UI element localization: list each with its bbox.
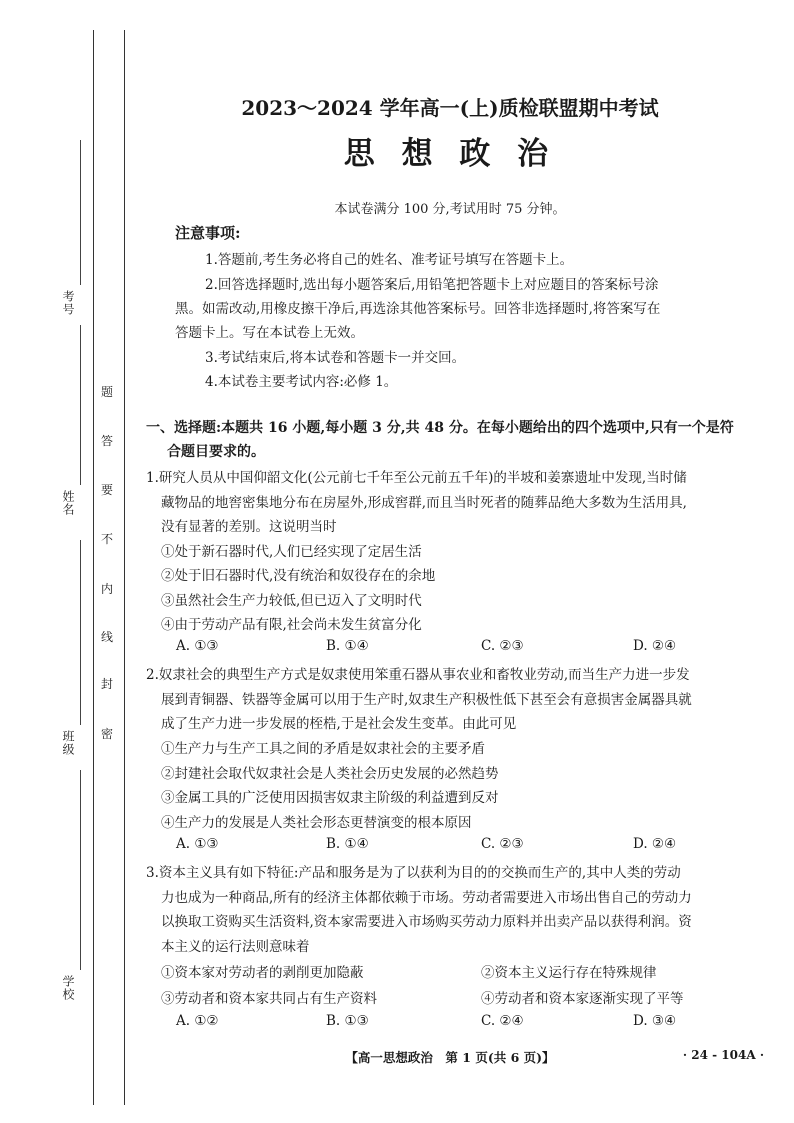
- option-a[interactable]: A. ①②: [176, 1013, 219, 1029]
- subject-title: 思 想 政 治: [343, 136, 557, 172]
- option-b[interactable]: B. ①③: [326, 1013, 369, 1029]
- question-1-statement: ④由于劳动产品有限,社会尚未发生贫富分化: [161, 617, 422, 633]
- seal-char-7: 答: [101, 434, 114, 448]
- binding-line-inner: [124, 30, 125, 1105]
- question-3-statement: ④劳动者和资本家逐渐实现了平等: [481, 991, 684, 1007]
- question-1-stem: 没有显著的差别。这说明当时: [161, 519, 337, 535]
- section-heading: 一、选择题:本题共 16 小题,每小题 3 分,共 48 分。在每小题给出的四个选项中,只有一个是符: [146, 420, 734, 436]
- question-1-stem: 藏物品的地窖密集地分布在房屋外,形成窖群,而且当时死者的随葬品绝大多数为生活用具,: [161, 495, 687, 511]
- page-footer: 【高一思想政治 第 1 页(共 6 页)】: [345, 1050, 555, 1065]
- option-d[interactable]: D. ③④: [633, 1013, 677, 1029]
- option-d[interactable]: D. ②④: [633, 638, 677, 654]
- question-3-statement: ③劳动者和资本家共同占有生产资料: [161, 991, 377, 1007]
- option-d[interactable]: D. ②④: [633, 836, 677, 852]
- name-line: [80, 325, 81, 485]
- question-2-statement: ③金属工具的广泛使用因损害奴隶主阶级的利益遭到反对: [161, 790, 499, 806]
- question-1-statement: ③虽然社会生产力较低,但已迈入了文明时代: [161, 593, 422, 609]
- question-1-statement: ②处于旧石器时代,没有统治和奴役存在的余地: [161, 568, 436, 584]
- score-info: 本试卷满分 100 分,考试用时 75 分钟。: [334, 202, 566, 217]
- notice-line: 2.回答选择题时,选出每小题答案后,用铅笔把答题卡上对应题目的答案标号涂: [205, 277, 659, 293]
- question-3-stem: 力也成为一种商品,所有的经济主体都依赖于市场。劳动者需要进入市场出售自己的劳动力: [161, 890, 692, 906]
- question-2-stem: 展到青铜器、铁器等金属可以用于生产时,奴隶生产积极性低下甚至会有意损害金属器具就: [161, 692, 692, 708]
- notice-line: 黑。如需改动,用橡皮擦干净后,再选涂其他答案标号。回答非选择题时,将答案写在: [175, 301, 661, 317]
- question-3-stem: 3.资本主义具有如下特征:产品和服务是为了以获利为目的的交换而生产的,其中人类的劳动: [146, 865, 681, 881]
- question-2-statement: ②封建社会取代奴隶社会是人类社会历史发展的必然趋势: [161, 766, 499, 782]
- question-2-statement: ④生产力的发展是人类社会形态更替演变的根本原因: [161, 815, 472, 831]
- paper-code: · 24 - 104A ·: [682, 1048, 764, 1062]
- seal-char-2: 封: [101, 677, 114, 691]
- option-b[interactable]: B. ①④: [326, 836, 369, 852]
- notice-heading: 注意事项:: [175, 224, 241, 242]
- exam-number-line: [80, 140, 81, 285]
- section-heading-cont: 合题目要求的。: [167, 444, 265, 460]
- option-a[interactable]: A. ①③: [176, 836, 219, 852]
- exam-title: 2023～2024 学年高一(上)质检联盟期中考试: [241, 96, 659, 120]
- school-label: 学校: [61, 975, 75, 1001]
- question-1-statement: ①处于新石器时代,人们已经实现了定居生活: [161, 544, 422, 560]
- notice-line: 1.答题前,考生务必将自己的姓名、准考证号填写在答题卡上。: [205, 252, 574, 268]
- question-2-statement: ①生产力与生产工具之间的矛盾是奴隶社会的主要矛盾: [161, 741, 485, 757]
- notice-line: 3.考试结束后,将本试卷和答题卡一并交回。: [205, 350, 466, 366]
- school-line: [80, 770, 81, 970]
- class-line: [80, 540, 81, 725]
- question-3-statement: ②资本主义运行存在特殊规律: [481, 965, 657, 981]
- option-c[interactable]: C. ②④: [481, 1013, 524, 1029]
- question-3-stem: 以换取工资购买生活资料,资本家需要进入市场购买劳动力原料并出卖产品以获得利润。资: [161, 914, 692, 930]
- seal-char-6: 要: [101, 483, 114, 497]
- question-3-stem: 本主义的运行法则意味着: [161, 939, 310, 955]
- option-c[interactable]: C. ②③: [481, 836, 524, 852]
- exam-number-label: 考号: [61, 290, 75, 316]
- question-3-statement: ①资本家对劳动者的剥削更加隐蔽: [161, 965, 364, 981]
- seal-char-8: 题: [101, 385, 114, 399]
- binding-line-outer: [93, 30, 94, 1105]
- seal-char-5: 不: [101, 532, 114, 546]
- option-b[interactable]: B. ①④: [326, 638, 369, 654]
- seal-char-3: 线: [101, 630, 114, 644]
- option-c[interactable]: C. ②③: [481, 638, 524, 654]
- notice-line: 4.本试卷主要考试内容:必修 1。: [205, 374, 398, 390]
- question-1-stem: 1.研究人员从中国仰韶文化(公元前七千年至公元前五千年)的半坡和姜寨遗址中发现,当时储: [146, 470, 687, 486]
- question-2-stem: 2.奴隶社会的典型生产方式是奴隶使用笨重石器从事农业和畜牧业劳动,而当生产力进一步发: [146, 667, 690, 683]
- class-label: 班级: [61, 730, 75, 756]
- name-label: 姓名: [61, 490, 75, 516]
- notice-line: 答题卡上。写在本试卷上无效。: [175, 325, 364, 341]
- seal-char-4: 内: [101, 582, 114, 596]
- option-a[interactable]: A. ①③: [176, 638, 219, 654]
- question-2-stem: 成了生产力进一步发展的桎梏,于是社会发生变革。由此可见: [161, 716, 517, 732]
- seal-char-1: 密: [101, 727, 114, 741]
